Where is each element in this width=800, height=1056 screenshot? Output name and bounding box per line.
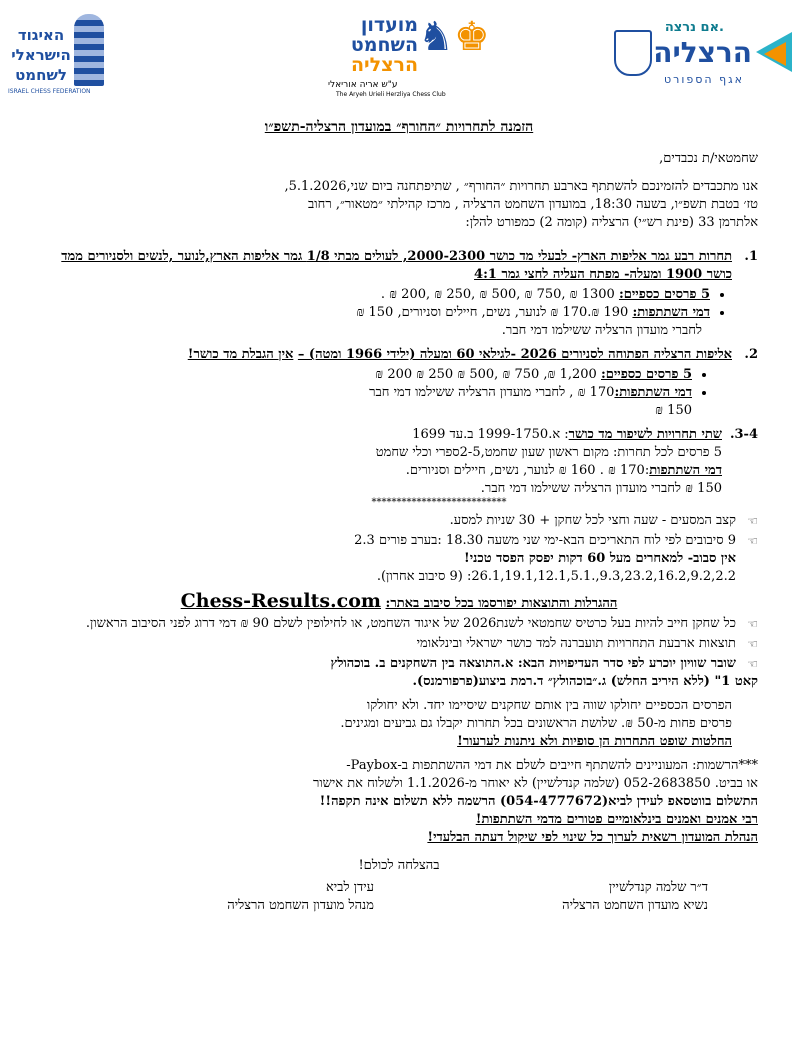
section-heading: שתי תחרויות לשיפור מד כושר: א.1999-1750 ב.עד 1699 (412, 427, 722, 442)
signatures (40, 879, 758, 915)
signer-right-name: ד״ר שלמה קנדלשיין (608, 880, 708, 895)
fee-note: 150 ₪ לחברי מועדון הרצליה ששילמו דמי חבר. (480, 481, 722, 496)
closing: בהצלחה לכולם! (358, 858, 440, 873)
section-3-4 (40, 426, 758, 498)
list-item: • 5 פרסים כספיים: 1,200 ₪, 750 ₪ ,500 ₪ 250 ₪ 200 ₪ (40, 366, 692, 384)
registration-1: ***הרשמות: המעוניינים להשתתף חייבים לשלם את דמי ההשתתפות ב-Paybox- (346, 758, 758, 773)
prize-split-2: פרסים פחות מ-50 ₪. שלושת הראשונים בכל תחרות יקבלו גם גביעים ומגינים. (340, 716, 732, 731)
list-item: • 5 פרסים כספיים: 1300 ₪ ,750 ₪ ,500 ₪ ,250 ₪ ,200 ₪ . (40, 286, 710, 304)
pointing-hand-icon: ☜ (747, 534, 758, 548)
note-item: ☜ כל שחקן חייב להיות בעל כרטיס שחמטאי לשנת2026 של איגוד השחמט, או לחילופין לשלם 90 ₪ דמי דרוג לפני הסיבוב הראשון. (85, 616, 758, 631)
rule-dates: 9.3,23.2,16.2,9.2,2.2,.26.1,19.1,12.1,5.1: (9 סיבוב אחרון). (376, 569, 736, 584)
fed-line2: הישראלי (11, 46, 71, 64)
herzliya-logo (602, 18, 792, 88)
club-line1: מועדון (360, 14, 418, 36)
city-shield-icon (614, 30, 652, 76)
arrow-accent-icon (764, 42, 786, 66)
section-number: 1. (744, 249, 758, 264)
note-item: ☜ שובר שוויון יוכרע לפי סדר העדיפויות הבא: א.התוצאה בין השחקנים ב. בוכהולץ (330, 656, 758, 671)
registration-4: רבי אמנים ואמנים בינלאומיים פטורים מדמי השתתפות! (475, 812, 758, 827)
fee-note: 150 ₪ (655, 403, 692, 418)
chess-pieces-icon: ♞♚ (418, 14, 490, 60)
fed-line3: לשחמט (15, 66, 67, 84)
federation-logo (8, 8, 118, 98)
tiebreak-line: קאט 1" (ללא היריב החלש) ג.״בוכהולץ״ ד.רמת ביצוע(פרפורמנס). (412, 674, 758, 689)
rule-warning: אין סבוב- למאחרים מעל 60 דקות יפסק הפסד טכני! (464, 551, 736, 566)
herz-city: הרצליה (653, 36, 752, 69)
note-item: ☜ תוצאות ארבעת התחרויות תועברנה למד כושר ישראלי ובינלאומי (416, 636, 758, 651)
signer-left-name: עידן לביא (325, 880, 374, 895)
section-2 (40, 346, 758, 420)
section-number: 3-4. (729, 427, 758, 442)
section-heading: תחרות רבע גמר אליפות הארץ- לבעלי מד כושר 2000-2300, לעולים מבתי 1/8 גמר אליפות הארץ,לנוער ,לנשים ולסניורים ממד כושר 1900 ומעלה- מפתח העליה לחצי גמר 4:1 (61, 249, 732, 282)
section-heading: אליפות הרצליה הפתוחה לסניורים 2026 -לגילאי 60 ומעלה (ילידי 1966 ומטה) – אין הגבלת מד כושר! (187, 347, 732, 362)
letter-body (40, 118, 758, 915)
intro-line-2: טז׳ בטבת תשפ״ו, בשעה 18:30, במועדון השחמט הרצליה , מרכז קהילתי ״מטאור״, רחוב (308, 197, 758, 212)
greeting: שחמטאי/ת נכבדים, (659, 151, 758, 166)
herz-slogan: אם נרצה. (664, 20, 724, 35)
fed-line1: האיגוד (17, 26, 65, 44)
section-1 (40, 248, 758, 340)
registration-3: התשלום בווטסאפ לעידן לביא(054-4777672) הרשמה ללא תשלום אינה תקפה!! (319, 794, 758, 809)
header-logos (0, 0, 800, 110)
results-site-link[interactable]: Chess-Results.com (180, 590, 382, 612)
results-line: ההגרלות והתוצאות יפורסמו בכל סיבוב באתר: Chess-Results.com (180, 590, 618, 612)
fee-note: לחברי מועדון הרצליה ששילמו דמי חבר. (501, 323, 702, 338)
fed-english: ISRAEL CHESS FEDERATION (8, 88, 91, 95)
rule-item: ☜ קצב המסעים - שעה וחצי לכל שחקן + 30 שניות למסע. (449, 513, 758, 528)
pointing-hand-icon: ☜ (747, 637, 758, 651)
club-line3: הרצליה (350, 54, 418, 76)
herz-dept: אגף הספורט (664, 73, 744, 86)
fee-line: דמי השתתפות:170 ₪ . 160 ₪ לנוער, נשים, חיילים וסניורים. (405, 463, 722, 478)
club-logo (318, 10, 490, 100)
intro-line-3: אלתרמן 33 (פינת רש״י) הרצליה (קומה 2) כמפורט להלן: (465, 215, 758, 230)
registration-5: הנהלת המועדון רשאית לערוך כל שינוי לפי שיקול דעתה הבלעדי! (427, 830, 758, 845)
registration-2: או בביט. 052-2683850 (שלמה קנדלשיין) לא יאוחר מ-1.1.2026 ולשלוח את אישור (312, 776, 758, 791)
intro-line-1: אנו מתכבדים להזמינכם להשתתף בארבע תחרויות ״החורף״ , שתיפתחנה ביום שני,5.1.2026, (284, 179, 758, 194)
list-item: • דמי השתתפות: 190 ₪.170 ₪ לנוער, נשים, חיילים וסניורים, 150 ₪ (40, 304, 710, 322)
section-number: 2. (744, 347, 758, 362)
club-sub-en: The Aryeh Urieli Herzliya Chess Club (336, 91, 446, 98)
list-item: • דמי השתתפות:170 ₪ , לחברי מועדון הרצליה ששילמו דמי חבר (40, 384, 692, 402)
referee-note: החלטות שופט התחרות הן סופיות ולא ניתנות לערעור! (457, 734, 732, 749)
club-line2: השחמט (350, 34, 418, 56)
pointing-hand-icon: ☜ (747, 657, 758, 671)
page-title: הזמנה לתחרויות ״החורף״ במועדון הרצליה-תשפ״ו (264, 119, 534, 135)
separator: *************************** (371, 497, 507, 508)
pointing-hand-icon: ☜ (747, 617, 758, 631)
club-sub: ע"ש אריה אוריאלי (328, 80, 398, 90)
chess-board-icon (74, 14, 104, 86)
rule-item: ☜ 9 סיבובים לפי לוח התאריכים הבא-ימי שני משעה 18.30 :בערב פורים 2.3 (354, 533, 758, 548)
signer-left-role: מנהל מועדון השחמט הרצליה (227, 898, 374, 913)
signer-right-role: נשיא מועדון השחמט הרצליה (562, 898, 708, 913)
pointing-hand-icon: ☜ (747, 514, 758, 528)
prize-split-1: הפרסים הכספיים יחולקו שווה בין אותם שחקנים שיסיימו יחד. ולא יחולקו (366, 698, 732, 713)
prizes-line: 5 פרסים לכל תחרות: מקום ראשון שעון שחמט,2-5ספרי וכלי שחמט (375, 445, 722, 460)
